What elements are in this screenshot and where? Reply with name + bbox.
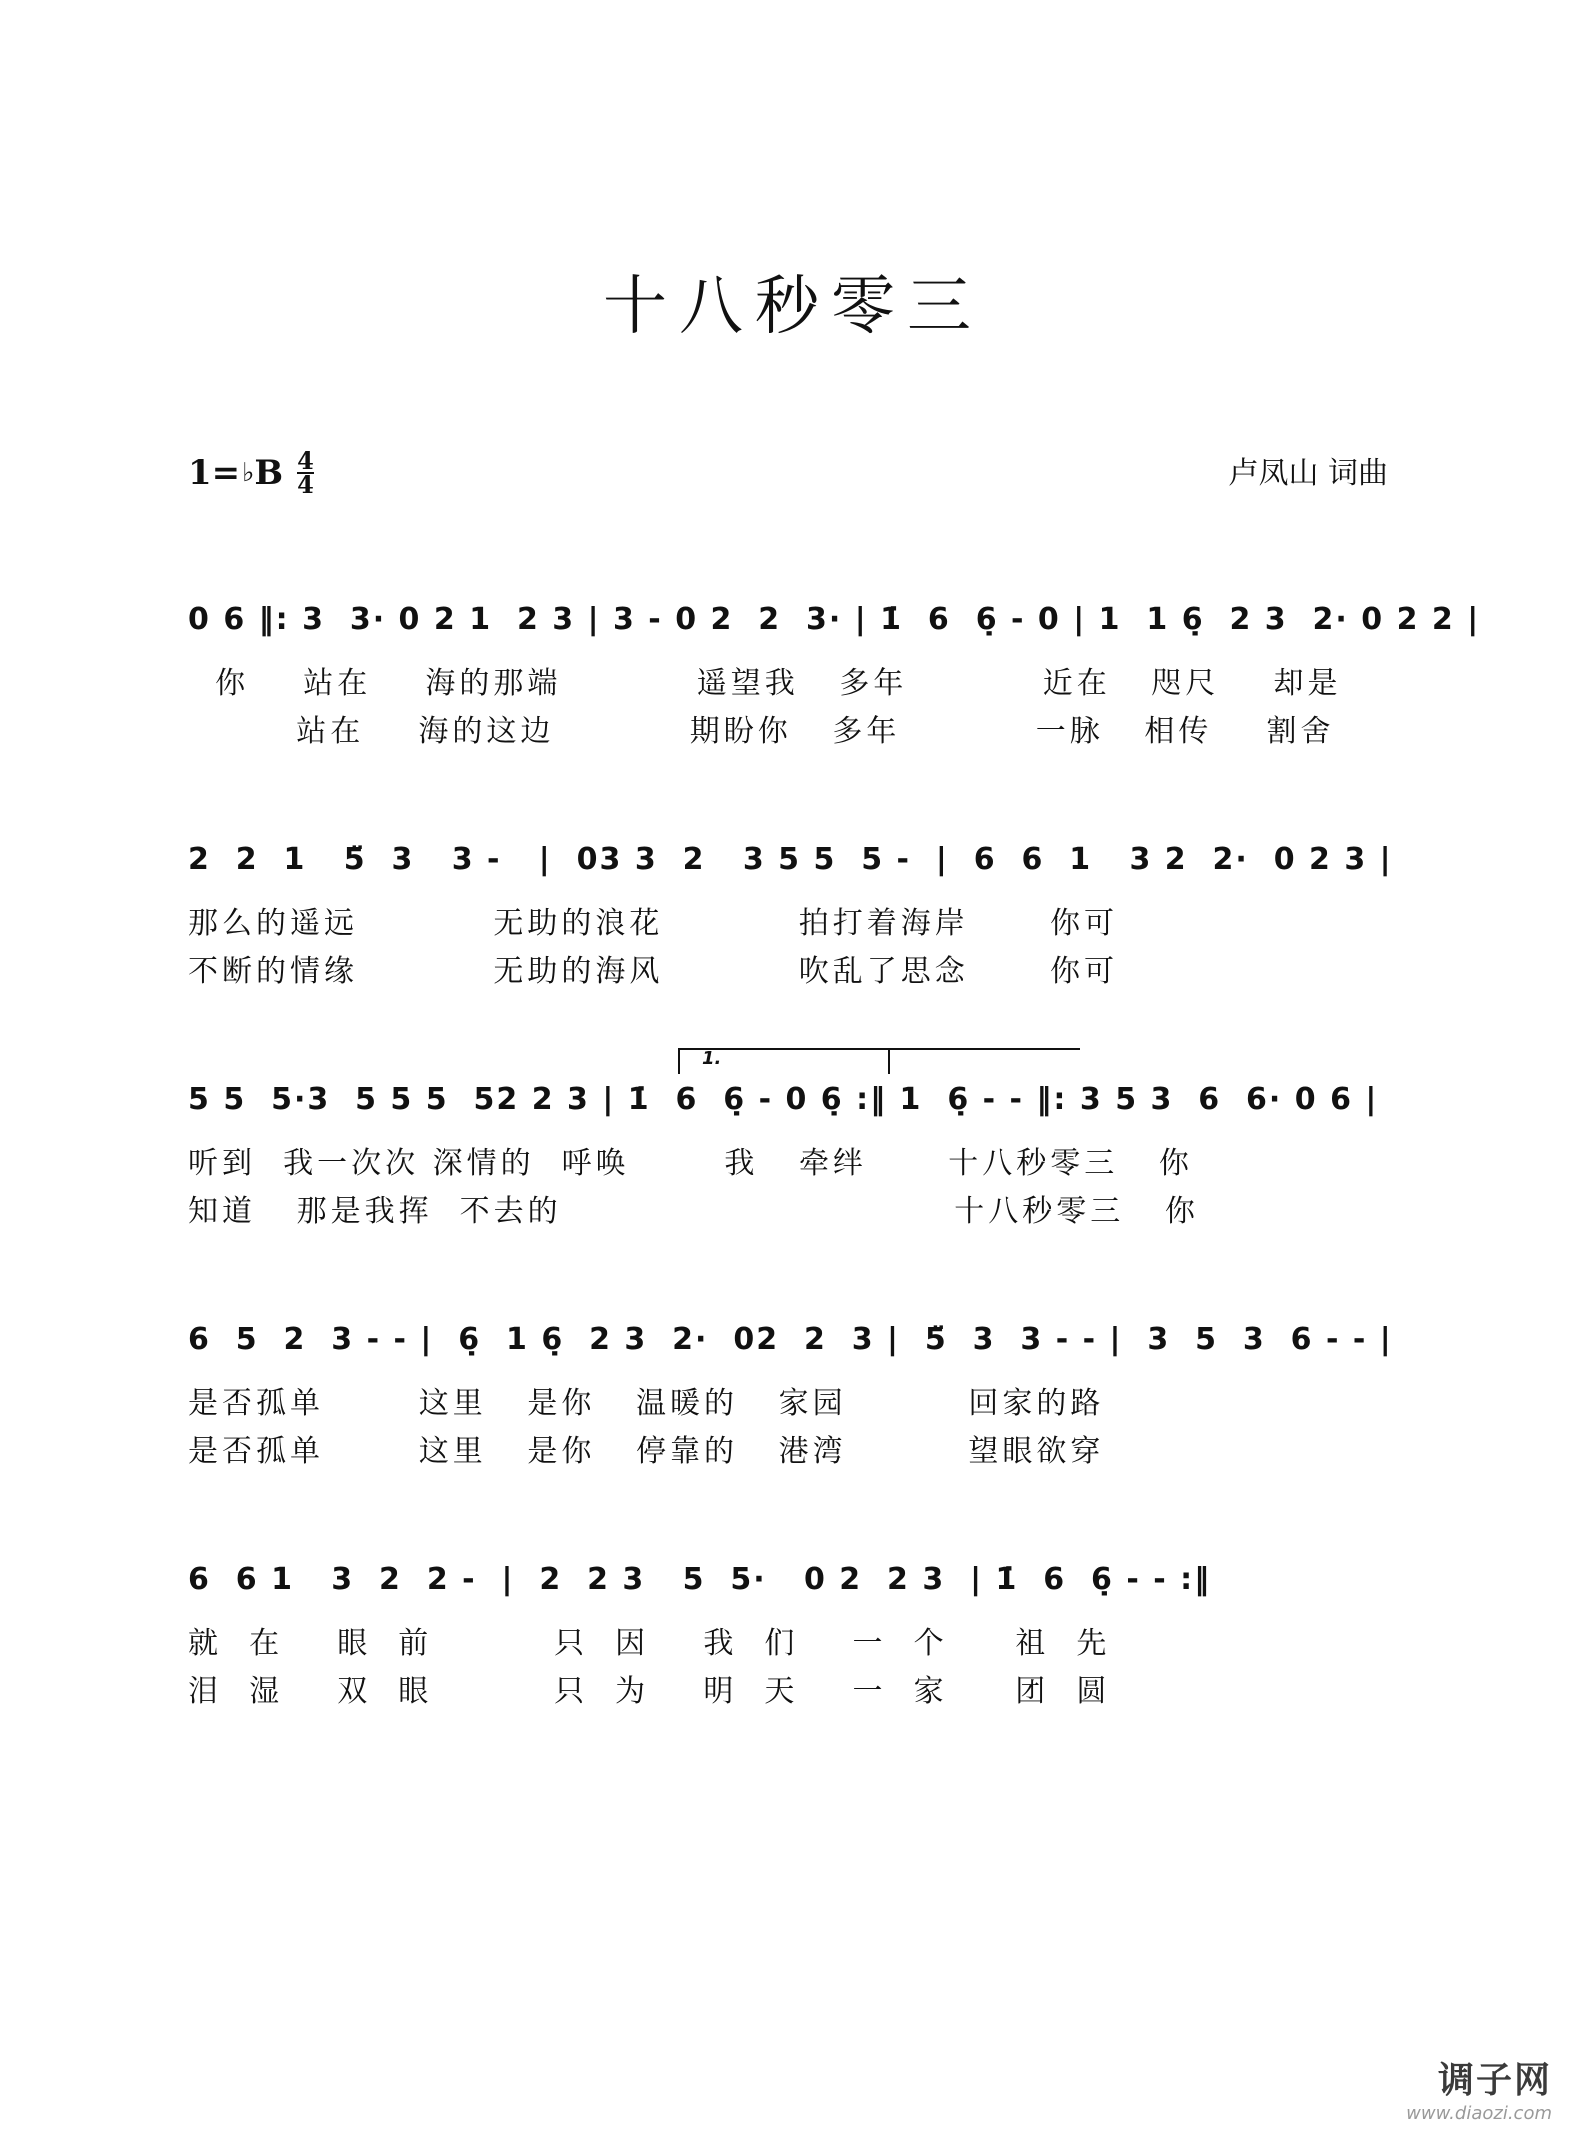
score-system-1 xyxy=(188,600,1481,756)
notation-line: 0 6 ‖: 3 3· 0 2 1 2 3 | 3 - 0 2 2 3· | 1̇ 6 6̣ - 0 | 1 1 6̣ 2 3 2· 0 2 2 | xyxy=(188,602,1481,637)
lyric-verse-2: 站在 海的这边 期盼你 多年 一脉 相传 割舍 xyxy=(188,714,1335,749)
second-ending-bracket xyxy=(888,1048,1050,1074)
watermark xyxy=(1406,2052,1552,2124)
lyric-verse-1: 听到 我一次次 深情的 呼唤 我 牵绊 十八秒零三 你 xyxy=(188,1146,1193,1181)
notation-line: 2 2 1 5̈ 3 3 - | 03 3 2 3 5 5 5 - | 6 6 1 3 2 2· 0 2 3 | xyxy=(188,842,1393,877)
score-system-3 xyxy=(188,1048,1398,1236)
first-ending-number: 1. xyxy=(702,1048,722,1069)
flat-symbol: ♭ xyxy=(242,458,255,488)
score-system-2 xyxy=(188,840,1398,996)
score-system-5 xyxy=(188,1560,1398,1716)
lyric-verse-2: 知道 那是我挥 不去的 十八秒零三 你 xyxy=(188,1194,1199,1229)
key-prefix: 1= xyxy=(188,453,241,493)
lyric-verse-2: 不断的情缘 无助的海风 吹乱了思念 你可 xyxy=(188,954,1118,989)
lyric-verse-2: 是否孤单 这里 是你 停靠的 港湾 望眼欲穿 xyxy=(188,1434,1105,1469)
lyric-verse-2: 泪 湿 双 眼 只 为 明 天 一 家 团 圆 xyxy=(188,1674,1111,1709)
notation-line: 5 5 5·3 5 5 5 52 2 3 | 1̇ 6 6̣ - 0 6̣ :‖ 1 6̣ - - ‖: 3 5 3 6 6· 0 6 | xyxy=(188,1082,1379,1117)
time-signature-bottom: 4 xyxy=(297,470,314,499)
watermark-logo: 调子网 xyxy=(1437,2060,1552,2101)
lyric-verse-1: 那么的遥远 无助的浪花 拍打着海岸 你可 xyxy=(188,906,1118,941)
score-system-4 xyxy=(188,1320,1398,1476)
key-signature xyxy=(188,446,314,499)
time-signature xyxy=(297,446,314,499)
lyric-verse-1: 是否孤单 这里 是你 温暖的 家园 回家的路 xyxy=(188,1386,1105,1421)
key-note: B xyxy=(254,453,284,493)
notation-line: 6 5 2 3 - - | 6̣ 1 6̣ 2 3 2· 02 2 3 | 5̈ 3 3 - - | 3 5 3 6 - - | xyxy=(188,1322,1393,1357)
lyric-verse-1: 就 在 眼 前 只 因 我 们 一 个 祖 先 xyxy=(188,1626,1111,1661)
notation-line: 6 6 1 3 2 2 - | 2 2 3 5 5· 0 2 2 3 | 1̇ 6 6̣ - - :‖ xyxy=(188,1562,1212,1597)
watermark-url: www.diaozi.com xyxy=(1406,2103,1552,2124)
page-title: 十八秒零三 xyxy=(603,270,983,344)
lyric-verse-1: 你 站在 海的那端 遥望我 多年 近在 咫尺 却是 xyxy=(188,666,1342,701)
time-signature-top: 4 xyxy=(297,446,314,475)
composer-credit: 卢凤山 词曲 xyxy=(1228,456,1388,491)
